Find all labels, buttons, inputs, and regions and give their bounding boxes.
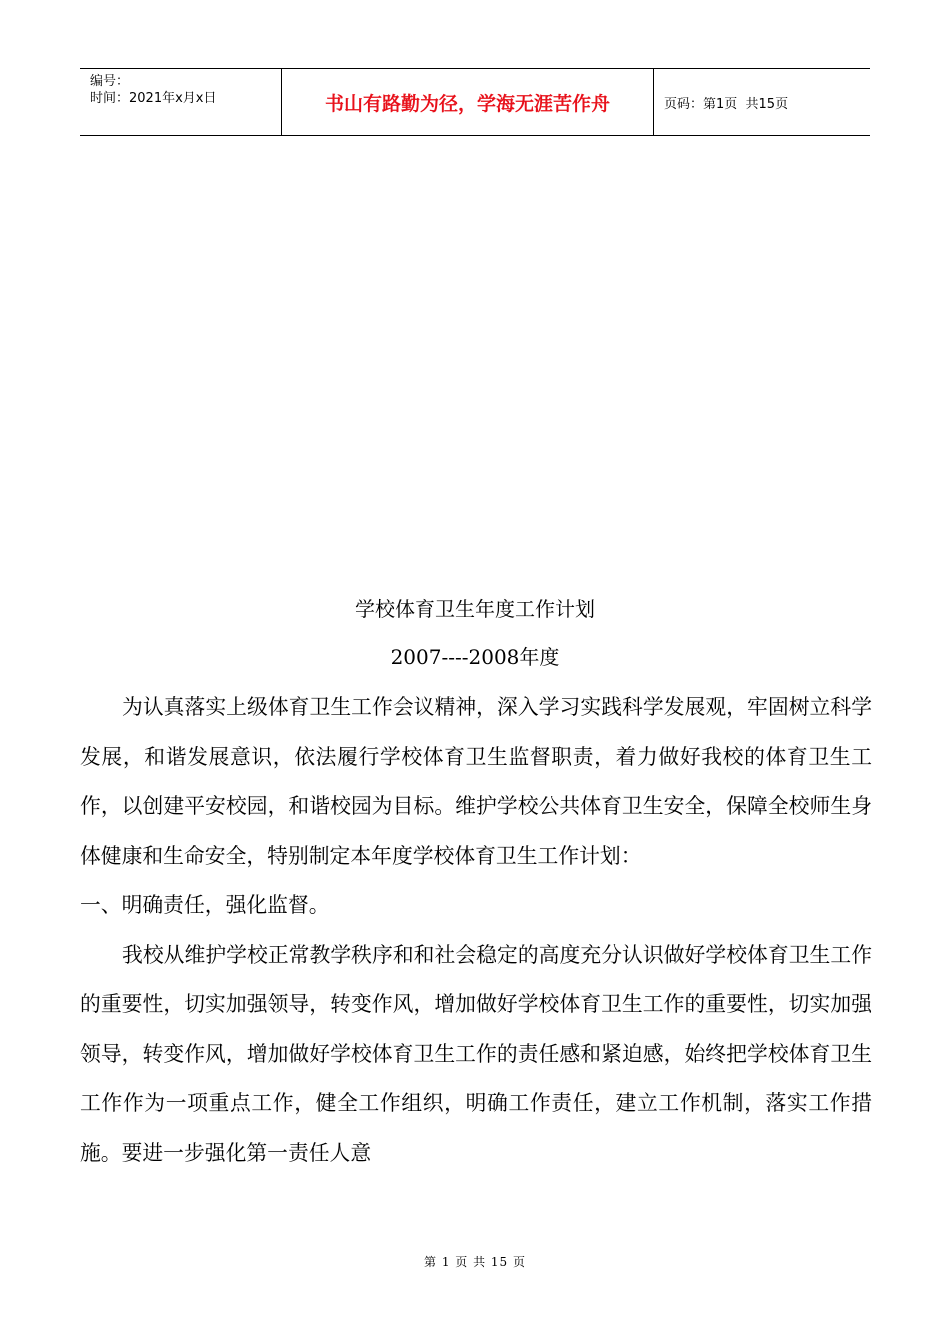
- document-title: 学校体育卫生年度工作计划: [355, 597, 595, 621]
- number-label: 编号：: [90, 74, 130, 89]
- page-info-text: 页码：第1页 共15页: [664, 96, 789, 112]
- time-label: 时间：2021年x月x日: [90, 91, 217, 106]
- paragraph: 我校从维护学校正常教学秩序和和社会稳定的高度充分认识做好学校体育卫生工作的重要性，切实加强领导，转变作风，增加做好学校体育卫生工作的重要性，切实加强领导，转变作风，增加做好学校体育卫生工作的责任感和紧迫感，始终把学校体育卫生工作作为一项重点工作，健全工作组织，明确工作责任，建立工作机制，落实工作措施。要进一步强化第一责任人意: [80, 942, 872, 1165]
- section-heading: 一、明确责任，强化监督。: [80, 893, 330, 917]
- document-subtitle: 2007----2008年度: [390, 645, 560, 669]
- header-page-info: [654, 69, 870, 135]
- header-motto: 书山有路勤为径，学海无涯苦作舟: [282, 69, 654, 135]
- document-body: [80, 683, 872, 1178]
- header-meta: [80, 69, 282, 135]
- page-footer: 第 1 页 共 15 页: [424, 1255, 526, 1269]
- document-header: [80, 68, 870, 136]
- paragraph: 为认真落实上级体育卫生工作会议精神，深入学习实践科学发展观，牢固树立科学发展，和谐发展意识，依法履行学校体育卫生监督职责，着力做好我校的体育卫生工作，以创建平安校园，和谐校园为目标。维护学校公共体育卫生安全，保障全校师生身体健康和生命安全，特别制定本年度学校体育卫生工作计划：: [80, 695, 872, 868]
